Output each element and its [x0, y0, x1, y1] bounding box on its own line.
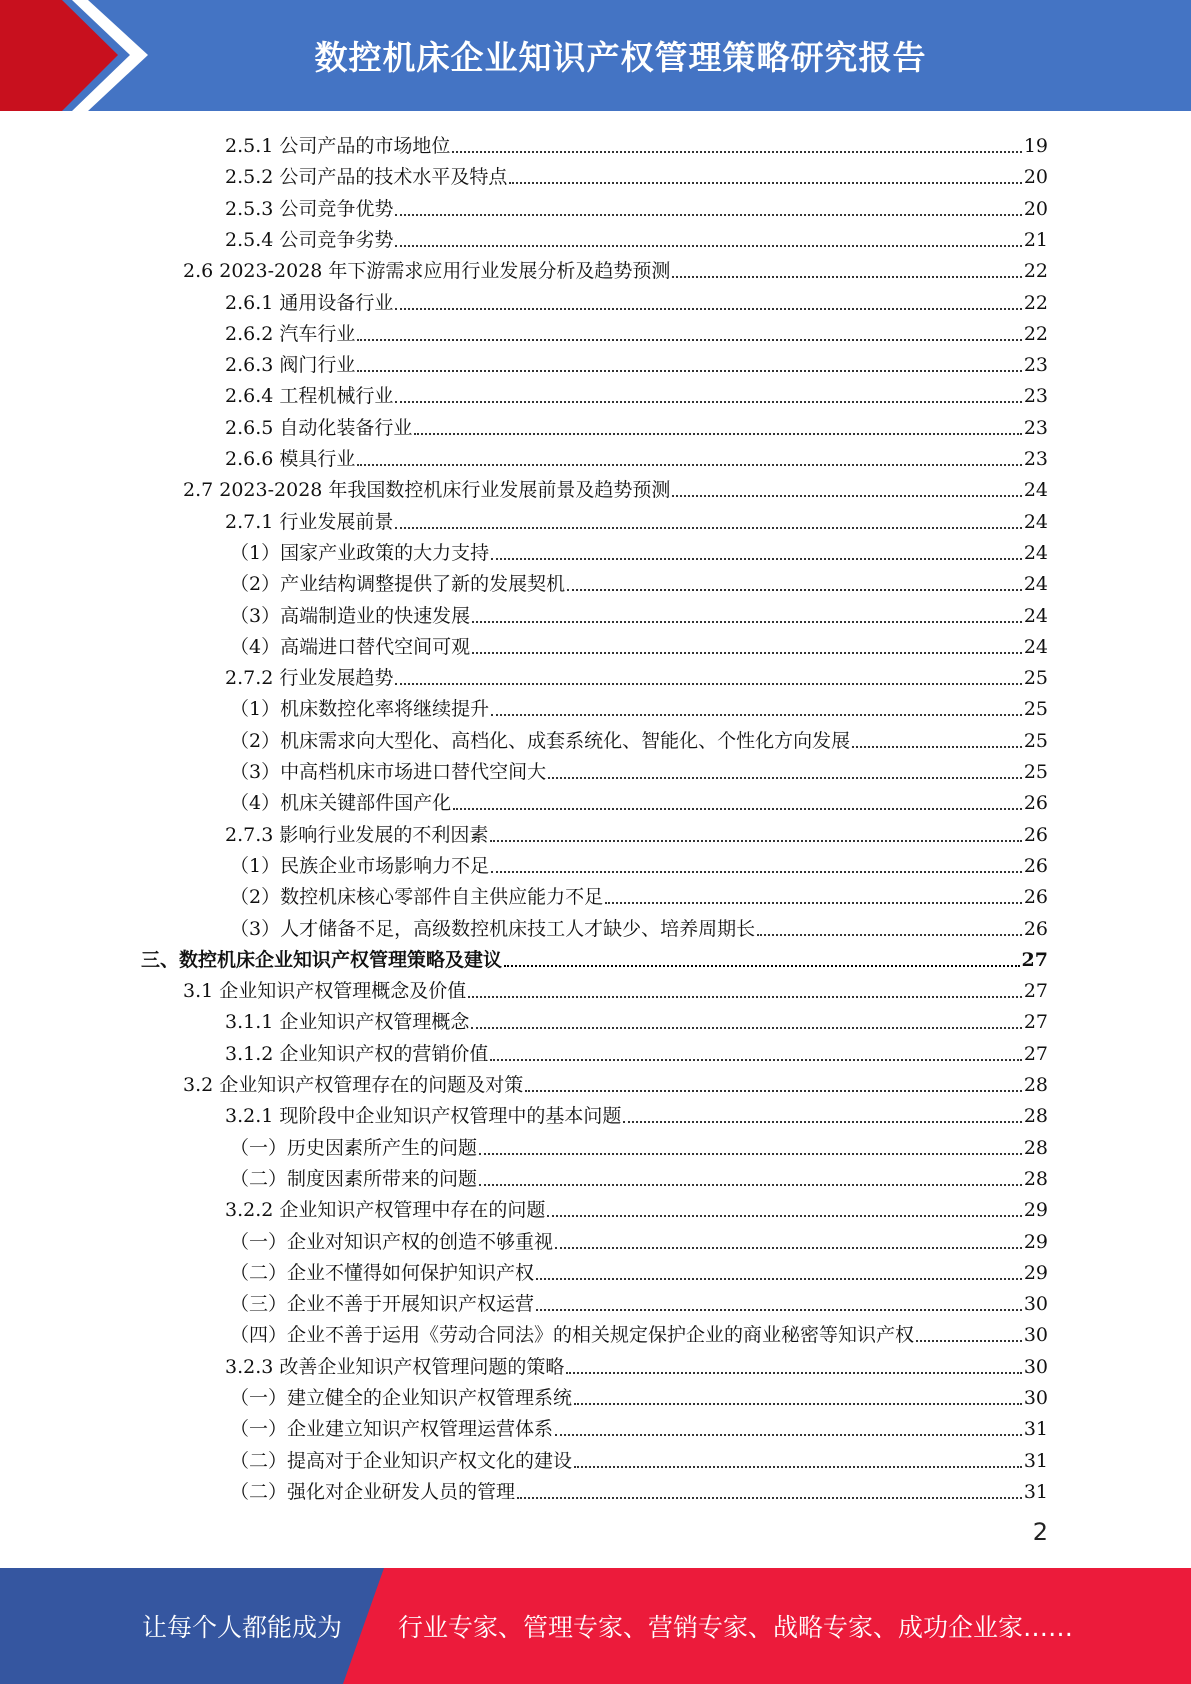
toc-entry-label: 2.6.3 阀门行业: [225, 354, 356, 377]
toc-entry-page: 25: [1023, 667, 1048, 690]
toc-entry-label: 3.1.1 企业知识产权管理概念: [225, 1011, 470, 1034]
toc-dot-leader: [555, 1434, 1022, 1436]
toc-entry-label: （二）提高对于企业知识产权文化的建设: [230, 1449, 573, 1472]
toc-entry[interactable]: [183, 1066, 1048, 1097]
toc-entry[interactable]: [183, 252, 1048, 283]
toc-entry[interactable]: [141, 941, 1048, 972]
toc-entry[interactable]: [230, 878, 1048, 909]
toc-entry-page: 24: [1023, 541, 1048, 564]
toc-dot-leader: [468, 996, 1022, 998]
toc-entry-label: （2）产业结构调整提供了新的发展契机: [230, 573, 566, 596]
toc-dot-leader: [574, 1403, 1022, 1405]
toc-entry[interactable]: [230, 690, 1048, 721]
footer-band: [0, 1568, 1191, 1684]
toc-entry-page: 27: [1021, 948, 1048, 971]
toc-entry-page: 25: [1023, 729, 1048, 752]
toc-entry[interactable]: [225, 158, 1048, 189]
toc-entry-label: 2.5.2 公司产品的技术水平及特点: [225, 166, 508, 189]
toc-dot-leader: [490, 1059, 1021, 1061]
toc-entry-page: 29: [1023, 1199, 1048, 1222]
page-number: 2: [1032, 1518, 1048, 1546]
toc-dot-leader: [395, 214, 1021, 216]
toc-entry[interactable]: [225, 503, 1048, 534]
toc-dot-leader: [491, 714, 1022, 716]
toc-entry[interactable]: [183, 972, 1048, 1003]
toc-entry-label: （1）民族企业市场影响力不足: [230, 854, 490, 877]
toc-entry-label: 3.1.2 企业知识产权的营销价值: [225, 1042, 489, 1065]
toc-entry-page: 23: [1023, 448, 1048, 470]
toc-entry[interactable]: [230, 1410, 1048, 1441]
toc-entry-page: 29: [1023, 1261, 1048, 1284]
toc-dot-leader: [491, 558, 1022, 560]
toc-entry[interactable]: [230, 628, 1048, 659]
toc-entry[interactable]: [225, 1003, 1048, 1034]
toc-entry-page: 28: [1023, 1167, 1048, 1190]
toc-entry[interactable]: [225, 409, 1048, 440]
toc-dot-leader: [605, 902, 1022, 904]
toc-entry-page: 24: [1023, 635, 1048, 658]
toc-entry[interactable]: [230, 1285, 1048, 1316]
toc-dot-leader: [472, 652, 1022, 654]
toc-dot-leader: [395, 401, 1021, 403]
toc-dot-leader: [509, 182, 1021, 184]
toc-entry[interactable]: [225, 1097, 1048, 1128]
toc-entry-label: （一）历史因素所产生的问题: [230, 1136, 478, 1159]
toc-entry[interactable]: [230, 910, 1048, 941]
toc-entry-label: （二）企业不懂得如何保护知识产权: [230, 1261, 535, 1284]
toc-dot-leader: [555, 1247, 1022, 1249]
toc-entry-label: 2.6.2 汽车行业: [225, 322, 356, 345]
toc-dot-leader: [536, 1309, 1022, 1311]
toc-dot-leader: [566, 1372, 1021, 1374]
toc-entry[interactable]: [225, 1348, 1048, 1379]
toc-entry[interactable]: [225, 284, 1048, 315]
toc-dot-leader: [479, 1184, 1022, 1186]
toc-entry[interactable]: [230, 1223, 1048, 1254]
toc-entry[interactable]: [230, 1316, 1048, 1347]
toc-entry-label: （3）高端制造业的快速发展: [230, 604, 471, 627]
toc-entry-page: 26: [1023, 854, 1048, 877]
toc-entry-page: 31: [1023, 1418, 1048, 1441]
toc-entry-label: （三）企业不善于开展知识产权运营: [230, 1293, 535, 1316]
toc-dot-leader: [472, 621, 1022, 623]
toc-dot-leader: [916, 1340, 1022, 1342]
toc-entry-label: 2.6 2023-2028 年下游需求应用行业发展分析及趋势预测: [183, 260, 671, 283]
toc-entry-page: 24: [1023, 479, 1048, 502]
toc-entry-page: 22: [1023, 260, 1048, 283]
toc-dot-leader: [453, 808, 1022, 810]
toc-entry[interactable]: [230, 1473, 1048, 1504]
toc-entry-label: 2.6.6 模具行业: [225, 448, 356, 470]
toc-entry[interactable]: [225, 659, 1048, 690]
toc-dot-leader: [548, 777, 1022, 779]
toc-entry-label: 3.2.2 企业知识产权管理中存在的问题: [225, 1199, 546, 1222]
toc-entry-page: 23: [1023, 416, 1048, 439]
toc-entry-label: （4）高端进口替代空间可观: [230, 635, 471, 658]
toc-entry-page: 27: [1023, 1011, 1048, 1034]
toc-dot-leader: [479, 1153, 1022, 1155]
toc-entry-page: 26: [1023, 886, 1048, 909]
toc-entry-label: （一）建立健全的企业知识产权管理系统: [230, 1387, 573, 1409]
toc-entry-label: 2.7 2023-2028 年我国数控机床行业发展前景及趋势预测: [183, 479, 671, 502]
toc-dot-leader: [623, 1121, 1021, 1123]
toc-dot-leader: [672, 495, 1021, 497]
toc-dot-leader: [517, 1497, 1022, 1499]
footer-slogan-left: 让每个人都能成为: [142, 1613, 343, 1642]
header-band: [0, 0, 1191, 111]
toc-entry-label: 2.7.3 影响行业发展的不利因素: [225, 823, 489, 846]
toc-dot-leader: [471, 1027, 1021, 1029]
toc-entry-label: 2.5.3 公司竞争优势: [225, 197, 394, 220]
toc-entry[interactable]: [225, 1191, 1048, 1222]
toc-entry[interactable]: [230, 1129, 1048, 1160]
toc-entry-page: 23: [1023, 385, 1048, 408]
toc-entry[interactable]: [225, 315, 1048, 346]
toc-entry-label: （3）人才储备不足，高级数控机床技工人才缺少、培养周期长: [230, 917, 756, 940]
toc-entry-label: 3.2 企业知识产权管理存在的问题及对策: [183, 1074, 524, 1096]
toc-entry-page: 24: [1023, 573, 1048, 596]
toc-entry[interactable]: [230, 565, 1048, 596]
toc-entry-label: 3.1 企业知识产权管理概念及价值: [183, 980, 467, 1003]
toc-entry-page: 31: [1023, 1449, 1048, 1472]
toc-entry[interactable]: [225, 440, 1048, 471]
toc-entry-page: 26: [1023, 792, 1048, 815]
toc-entry-page: 30: [1023, 1324, 1048, 1347]
toc-entry-label: 2.5.4 公司竞争劣势: [225, 228, 394, 251]
toc-entry-label: 2.7.2 行业发展趋势: [225, 667, 394, 690]
toc-entry-label: 3.2.3 改善企业知识产权管理问题的策略: [225, 1355, 565, 1378]
toc-entry[interactable]: [230, 847, 1048, 878]
toc-entry-page: 22: [1023, 322, 1048, 345]
toc-dot-leader: [357, 370, 1021, 372]
toc-entry-label: （二）制度因素所带来的问题: [230, 1167, 478, 1190]
toc-dot-leader: [452, 151, 1021, 153]
toc-dot-leader: [547, 1215, 1021, 1217]
toc-entry-page: 25: [1023, 698, 1048, 721]
toc-entry-page: 20: [1023, 197, 1048, 220]
toc-entry-page: 19: [1023, 135, 1048, 157]
toc-dot-leader: [491, 871, 1022, 873]
toc-entry[interactable]: [225, 346, 1048, 377]
toc-entry-page: 27: [1023, 980, 1048, 1003]
toc-entry-label: 三、数控机床企业知识产权管理策略及建议: [141, 948, 503, 971]
toc-entry-page: 22: [1023, 291, 1048, 314]
toc-entry[interactable]: [230, 1442, 1048, 1473]
toc-entry[interactable]: [230, 1379, 1048, 1410]
toc-entry-page: 28: [1023, 1074, 1048, 1096]
toc-entry-page: 30: [1023, 1387, 1048, 1409]
toc-entry-label: （4）机床关键部件国产化: [230, 792, 452, 815]
document-title: 数控机床企业知识产权管理策略研究报告: [314, 38, 927, 77]
toc-dot-leader: [357, 339, 1021, 341]
toc-entry[interactable]: [225, 816, 1048, 847]
toc-dot-leader: [536, 1278, 1022, 1280]
toc-dot-leader: [567, 589, 1022, 591]
toc-entry[interactable]: [230, 597, 1048, 628]
toc-dot-leader: [757, 934, 1022, 936]
toc-dot-leader: [395, 683, 1021, 685]
footer-slogan-right: 行业专家、管理专家、营销专家、战略专家、成功企业家……: [398, 1613, 1074, 1642]
toc-entry[interactable]: [230, 1160, 1048, 1191]
toc-entry[interactable]: [225, 127, 1048, 158]
toc-entry-page: 28: [1023, 1136, 1048, 1159]
toc-entry-label: （1）机床数控化率将继续提升: [230, 698, 490, 721]
toc-entry-label: （2）数控机床核心零部件自主供应能力不足: [230, 886, 604, 909]
toc-dot-leader: [504, 965, 1020, 967]
toc-dot-leader: [525, 1090, 1022, 1092]
toc-entry-page: 28: [1023, 1105, 1048, 1128]
toc-entry[interactable]: [230, 722, 1048, 753]
toc-entry-page: 30: [1023, 1293, 1048, 1316]
toc-entry-page: 23: [1023, 354, 1048, 377]
toc-entry-page: 30: [1023, 1355, 1048, 1378]
toc-dot-leader: [357, 464, 1021, 466]
toc-entry-page: 21: [1023, 228, 1048, 251]
toc-entry-label: （四）企业不善于运用《劳动合同法》的相关规定保护企业的商业秘密等知识产权: [230, 1324, 915, 1347]
toc-dot-leader: [490, 840, 1021, 842]
toc-entry-label: 3.2.1 现阶段中企业知识产权管理中的基本问题: [225, 1105, 622, 1128]
toc-entry[interactable]: [183, 471, 1048, 502]
toc-entry[interactable]: [225, 190, 1048, 221]
toc-entry-label: （3）中高档机床市场进口替代空间大: [230, 761, 547, 783]
toc-dot-leader: [395, 308, 1021, 310]
toc-entry-page: 26: [1023, 917, 1048, 940]
toc-entry-label: （二）强化对企业研发人员的管理: [230, 1480, 516, 1503]
toc-entry-label: 2.5.1 公司产品的市场地位: [225, 135, 451, 157]
toc-entry-page: 25: [1023, 761, 1048, 783]
toc-dot-leader: [574, 1466, 1022, 1468]
toc-entry[interactable]: [225, 1035, 1048, 1066]
toc-entry-label: （1）国家产业政策的大力支持: [230, 541, 490, 564]
toc-entry-page: 27: [1023, 1042, 1048, 1065]
toc-entry-page: 20: [1023, 166, 1048, 189]
toc-entry-label: （2）机床需求向大型化、高档化、成套系统化、智能化、个性化方向发展: [230, 729, 851, 752]
toc-entry-page: 24: [1023, 510, 1048, 533]
toc-entry[interactable]: [225, 377, 1048, 408]
toc-entry[interactable]: [230, 753, 1048, 784]
toc-dot-leader: [672, 276, 1021, 278]
toc-entry-page: 29: [1023, 1230, 1048, 1253]
toc-entry-label: 2.6.1 通用设备行业: [225, 291, 394, 314]
toc-entry-page: 31: [1023, 1480, 1048, 1503]
toc-entry[interactable]: [230, 1254, 1048, 1285]
toc-entry-page: 26: [1023, 823, 1048, 846]
toc-entry[interactable]: [230, 534, 1048, 565]
toc-entry-label: （一）企业建立知识产权管理运营体系: [230, 1418, 554, 1441]
toc-dot-leader: [852, 746, 1022, 748]
toc-entry-page: 24: [1023, 604, 1048, 627]
toc-entry-label: 2.6.4 工程机械行业: [225, 385, 394, 408]
toc-entry-label: 2.6.5 自动化装备行业: [225, 416, 413, 439]
toc-dot-leader: [395, 527, 1021, 529]
toc-dot-leader: [395, 245, 1021, 247]
toc-entry[interactable]: [230, 784, 1048, 815]
toc-entry-label: 2.7.1 行业发展前景: [225, 510, 394, 533]
toc-entry[interactable]: [225, 221, 1048, 252]
toc-dot-leader: [414, 433, 1021, 435]
toc-entry-label: （一）企业对知识产权的创造不够重视: [230, 1230, 554, 1253]
